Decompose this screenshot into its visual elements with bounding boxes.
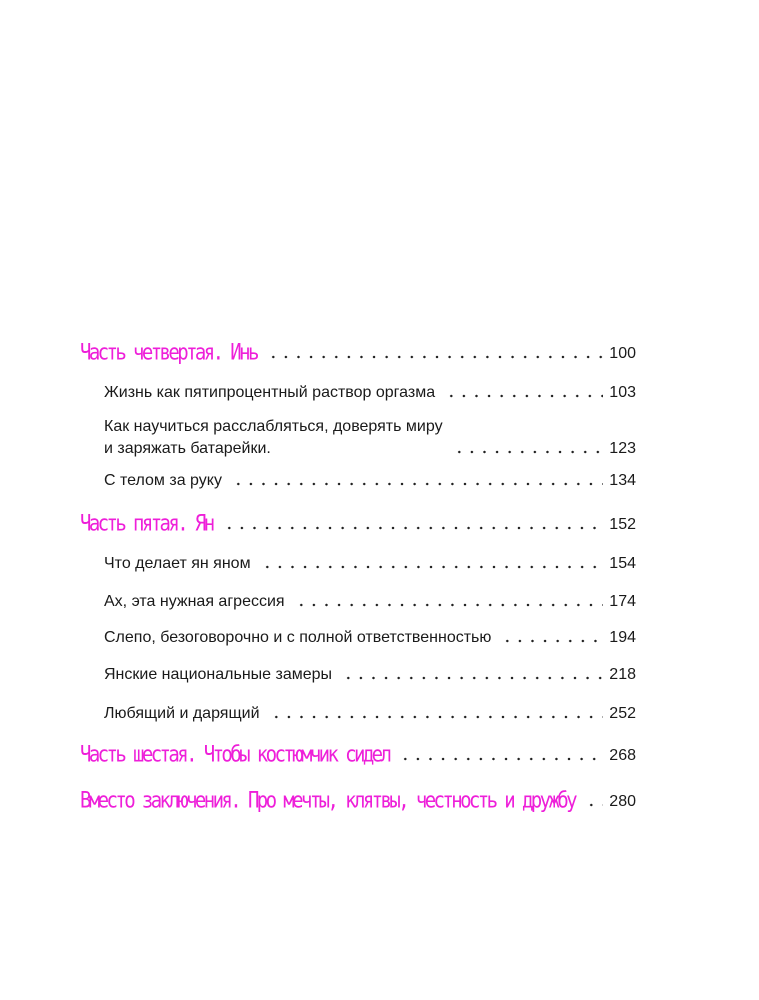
dot-leader — [270, 715, 604, 719]
toc-page-number: 134 — [609, 472, 636, 489]
toc-chapter-title: Слепо, безоговорочно и с полной ответственностью — [104, 629, 492, 646]
toc-chapter[interactable] — [104, 416, 636, 460]
toc-page-number: 252 — [609, 705, 636, 722]
toc-chapter-title: Янские национальные замеры — [104, 666, 333, 683]
toc-chapter-title: Любящий и дарящий — [104, 705, 260, 722]
toc-part-5[interactable] — [80, 510, 636, 536]
toc-part-title: Часть пятая. Ян — [80, 510, 213, 536]
toc-page-number: 194 — [609, 629, 636, 646]
toc-chapter[interactable] — [104, 591, 636, 613]
dot-leader — [585, 803, 603, 807]
toc-chapter[interactable] — [104, 382, 636, 404]
toc-chapter-title-line: Как научиться расслабляться, доверять миру — [104, 418, 443, 435]
toc-page-number: 268 — [609, 747, 636, 764]
toc-page-number: 174 — [609, 593, 636, 610]
toc-chapter-title-line: и заряжать батарейки. — [104, 440, 271, 457]
toc-chapter-title: Жизнь как пятипроцентный раствор оргазма — [104, 384, 436, 401]
dot-leader — [232, 482, 603, 486]
toc-page-number: 218 — [609, 666, 636, 683]
toc-chapter-title: Ах, эта нужная агрессия — [104, 593, 285, 610]
toc-page-number: 103 — [609, 384, 636, 401]
toc-chapter[interactable] — [104, 553, 636, 575]
toc-part-title: Часть шестая. Чтобы костюмчик сидел — [80, 741, 390, 767]
toc-conclusion[interactable] — [80, 787, 636, 813]
dot-leader — [267, 355, 604, 359]
toc-chapter-title: Что делает ян яном — [104, 555, 251, 572]
toc-chapter-title: С телом за руку — [104, 472, 222, 489]
dot-leader — [399, 757, 603, 761]
toc-page-number: 280 — [609, 793, 636, 810]
toc-part-4[interactable] — [80, 339, 636, 365]
toc-part-6[interactable] — [80, 741, 636, 767]
dot-leader — [445, 394, 603, 398]
toc-page-number: 154 — [609, 555, 636, 572]
toc-chapter[interactable] — [104, 470, 636, 492]
dot-leader — [295, 603, 604, 607]
dot-leader — [501, 639, 603, 643]
toc-page-number: 152 — [609, 516, 636, 533]
toc-chapter[interactable] — [104, 703, 636, 725]
dot-leader — [261, 565, 604, 569]
dot-leader — [342, 676, 603, 680]
toc-chapter-title — [104, 416, 443, 460]
toc-chapter[interactable] — [104, 664, 636, 686]
toc-page-number: 100 — [609, 345, 636, 362]
toc-part-title: Вместо заключения. Про мечты, клятвы, честность и дружбу — [80, 787, 575, 813]
toc-part-title: Часть четвертая. Инь — [80, 339, 257, 365]
dot-leader — [453, 450, 604, 454]
toc-chapter[interactable] — [104, 627, 636, 649]
dot-leader — [223, 526, 604, 530]
toc-page-number: 123 — [609, 440, 636, 457]
